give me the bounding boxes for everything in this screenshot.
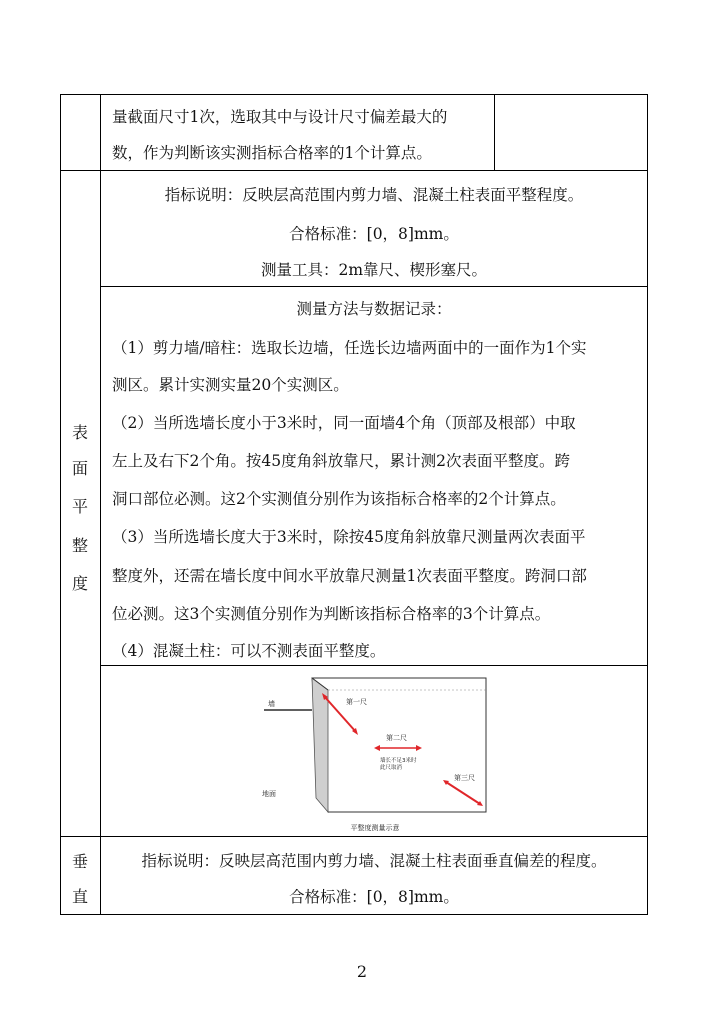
method-line: 左上及右下2个角。按45度角斜放靠尺，累计测2次表面平整度。跨 [112, 452, 570, 470]
flatness-tool: 测量工具：2m靠尺、楔形塞尺。 [260, 261, 488, 279]
wall-label: 墙 [268, 700, 275, 708]
row-divider-4 [60, 836, 648, 837]
method-line: （2）当所选墙长度小于3米时，同一面墙4个角（顶部及根部）中取 [112, 414, 576, 432]
flatness-label-char-5: 度 [71, 574, 88, 593]
method-line: 位必测。这3个实测值分别作为判断该指标合格率的3个计算点。 [112, 605, 551, 623]
top-right-cell-divider [494, 94, 495, 170]
floor-label: 地面 [262, 790, 276, 798]
verticality-indicator-description: 指标说明：反映层高范围内剪力墙、混凝土柱表面垂直偏差的程度。 [141, 852, 607, 870]
ruler-1-label: 第一尺 [346, 698, 367, 706]
verticality-label-char-2: 直 [71, 887, 88, 906]
row-divider-1 [60, 170, 648, 171]
flatness-label-char-1: 表 [71, 423, 88, 442]
ruler-3-label: 第三尺 [454, 774, 475, 782]
method-title: 测量方法与数据记录： [296, 300, 452, 318]
ruler-2-label: 第二尺 [386, 734, 407, 742]
verticality-standard: 合格标准：[0，8]mm。 [289, 888, 459, 906]
flatness-label-char-2: 面 [71, 459, 88, 478]
method-line: 整度外，还需在墙长度中间水平放靠尺测量1次表面平整度。跨洞口部 [112, 567, 587, 585]
method-line: 测区。累计实测实量20个实测区。 [112, 376, 349, 394]
flatness-label-char-3: 平 [71, 497, 88, 516]
top-section-line-1: 量截面尺寸1次，选取其中与设计尺寸偏差最大的 [112, 108, 448, 126]
page-number: 2 [356, 962, 368, 981]
label-column-divider [100, 94, 101, 914]
flatness-measurement-diagram [250, 670, 500, 835]
row-divider-2 [100, 286, 648, 287]
row-divider-3 [100, 665, 648, 666]
flatness-indicator-description: 指标说明：反映层高范围内剪力墙、混凝土柱表面平整程度。 [164, 186, 584, 204]
ruler-2-note-1: 墙长不足3米时 [380, 758, 417, 764]
flatness-label-char-4: 整 [71, 536, 88, 555]
method-line: （1）剪力墙/暗柱：选取长边墙，任选长边墙两面中的一面作为1个实 [112, 339, 587, 357]
diagram-caption: 平整度测量示意 [350, 824, 400, 832]
table-bottom-border [60, 914, 648, 915]
method-line: （3）当所选墙长度大于3米时，除按45度角斜放靠尺测量两次表面平 [112, 528, 586, 546]
method-line: （4）混凝土柱：可以不测表面平整度。 [112, 642, 386, 660]
flatness-standard: 合格标准：[0，8]mm。 [289, 225, 459, 243]
method-line: 洞口部位必测。这2个实测值分别作为该指标合格率的2个计算点。 [112, 490, 566, 508]
top-section-line-2: 数，作为判断该实测指标合格率的1个计算点。 [112, 144, 432, 162]
ruler-2-note-2: 此尺取消 [380, 765, 403, 771]
verticality-label-char-1: 垂 [71, 852, 88, 871]
